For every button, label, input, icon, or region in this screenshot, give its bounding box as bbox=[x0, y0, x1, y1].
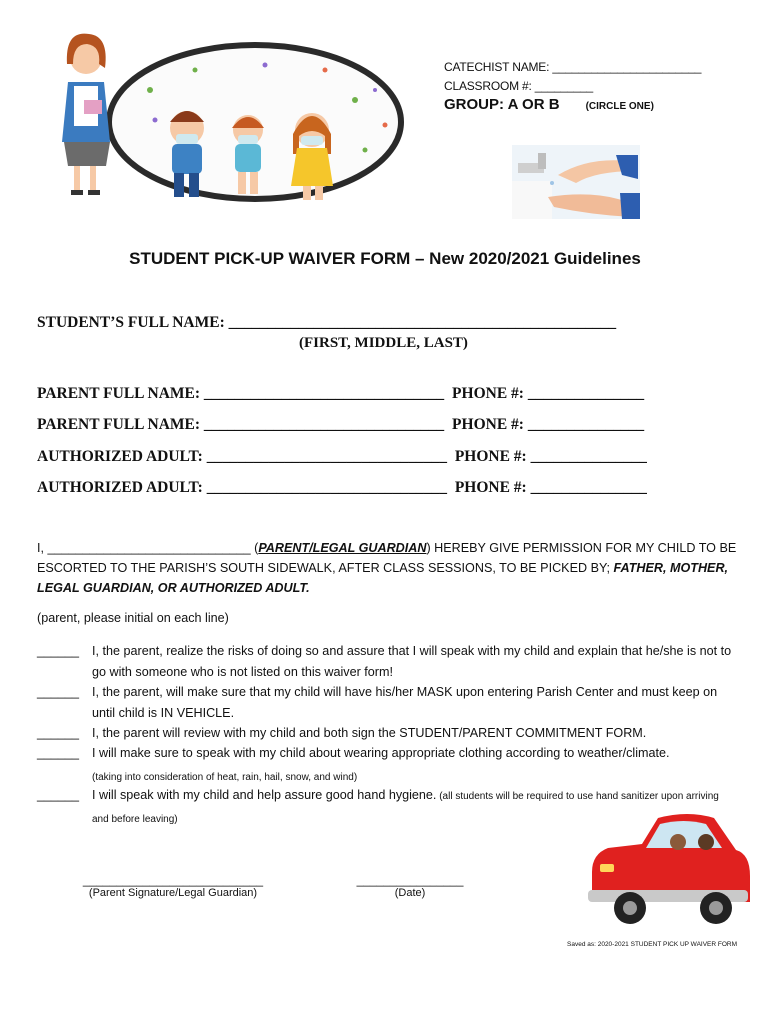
signature-label: (Parent Signature/Legal Guardian) bbox=[88, 887, 258, 899]
initial-blank: ______ bbox=[37, 644, 80, 658]
initial-item bbox=[37, 641, 737, 684]
initial-blank: ______ bbox=[37, 685, 80, 699]
initial-item bbox=[37, 785, 737, 830]
hand-sanitizer-illustration bbox=[508, 141, 640, 221]
parent-signature-block bbox=[78, 873, 268, 899]
group-selector bbox=[444, 96, 654, 113]
row-label: PARENT FULL NAME: bbox=[37, 385, 201, 402]
catechist-name-field: CATECHIST NAME: _______________________ bbox=[444, 60, 702, 74]
initial-instruction: (parent, please initial on each line) bbox=[37, 611, 229, 625]
row-label: PARENT FULL NAME: bbox=[37, 416, 201, 433]
guardian-label: PARENT/LEGAL GUARDIAN bbox=[258, 541, 427, 555]
row-line: _______________________________ bbox=[206, 448, 447, 465]
phone-label: PHONE #: bbox=[454, 448, 527, 465]
permitted-adults: FATHER, MOTHER, LEGAL GUARDIAN, OR AUTHORIZED ADULT. bbox=[37, 561, 729, 595]
classroom-field: CLASSROOM #: _________ bbox=[444, 79, 594, 93]
group-label: GROUP: A OR B bbox=[444, 96, 560, 113]
red-car-illustration bbox=[582, 812, 752, 936]
parent-row-1 bbox=[37, 385, 644, 403]
student-name-line: __________________________________________________ bbox=[228, 314, 617, 331]
parent-row-2 bbox=[37, 416, 644, 434]
initial-blank: ______ bbox=[37, 746, 80, 760]
item-text: I will make sure to speak with my child about wearing appropriate clothing according to weather/climate. bbox=[92, 746, 670, 760]
item-text: I will speak with my child and help assure good hand hygiene. bbox=[92, 788, 437, 802]
authorized-row-1 bbox=[37, 448, 647, 466]
phone-label: PHONE #: bbox=[452, 416, 524, 433]
phone-label: PHONE #: bbox=[452, 385, 524, 402]
permission-paragraph bbox=[37, 538, 737, 598]
item-text: I, the parent, will make sure that my child will have his/her MASK upon entering Parish Center and must keep on until child is IN VEHICLE. bbox=[92, 685, 718, 720]
initial-item bbox=[37, 743, 737, 788]
student-name-field bbox=[37, 314, 616, 332]
date-block bbox=[348, 873, 472, 899]
permission-start: I, _____________________________ ( bbox=[37, 541, 259, 555]
item-text: I, the parent, realize the risks of doing so and assure that I will speak with my child and explain that he/she is not to go with someone who is not listed on this waiver form! bbox=[92, 644, 732, 679]
initial-blank: ______ bbox=[37, 788, 80, 802]
student-name-label: STUDENT’S FULL NAME: bbox=[37, 314, 225, 331]
row-label: AUTHORIZED ADULT: bbox=[37, 479, 203, 496]
initial-blank: ______ bbox=[37, 726, 80, 740]
phone-line: _______________ bbox=[527, 385, 645, 402]
date-label: (Date) bbox=[394, 887, 426, 899]
initial-item bbox=[37, 682, 737, 725]
form-title: STUDENT PICK-UP WAIVER FORM – New 2020/2021 Guidelines bbox=[129, 249, 641, 268]
student-name-hint: (FIRST, MIDDLE, LAST) bbox=[299, 335, 468, 351]
permission-body: ) HEREBY GIVE PERMISSION FOR MY CHILD TO BE ESCORTED TO THE PARISH’S SOUTH SIDEWALK, AFTER CLASS SESSIONS, TO BE PICKED BY; bbox=[37, 541, 737, 575]
teacher-illustration bbox=[54, 30, 124, 200]
circle-one-hint: (CIRCLE ONE) bbox=[585, 101, 654, 112]
phone-line: _______________ bbox=[527, 416, 645, 433]
item-note: (all students will be required to use hand sanitizer upon arriving and before leaving) bbox=[92, 791, 719, 825]
phone-line: _______________ bbox=[530, 448, 647, 465]
row-line: _______________________________ bbox=[203, 385, 445, 402]
saved-as-footer: Saved as: 2020-2021 STUDENT PICK UP WAIVER FORM bbox=[567, 941, 738, 948]
row-line: _______________________________ bbox=[206, 479, 447, 496]
row-line: _______________________________ bbox=[203, 416, 445, 433]
signature-line: ___________________________ bbox=[82, 873, 264, 887]
authorized-row-2 bbox=[37, 479, 647, 497]
row-label: AUTHORIZED ADULT: bbox=[37, 448, 203, 465]
item-note: (taking into consideration of heat, rain, hail, snow, and wind) bbox=[92, 771, 358, 783]
phone-label: PHONE #: bbox=[454, 479, 527, 496]
date-line: ________________ bbox=[356, 873, 464, 887]
phone-line: _______________ bbox=[530, 479, 647, 496]
item-text: I, the parent will review with my child and both sign the STUDENT/PARENT COMMITMENT FORM. bbox=[92, 726, 647, 740]
